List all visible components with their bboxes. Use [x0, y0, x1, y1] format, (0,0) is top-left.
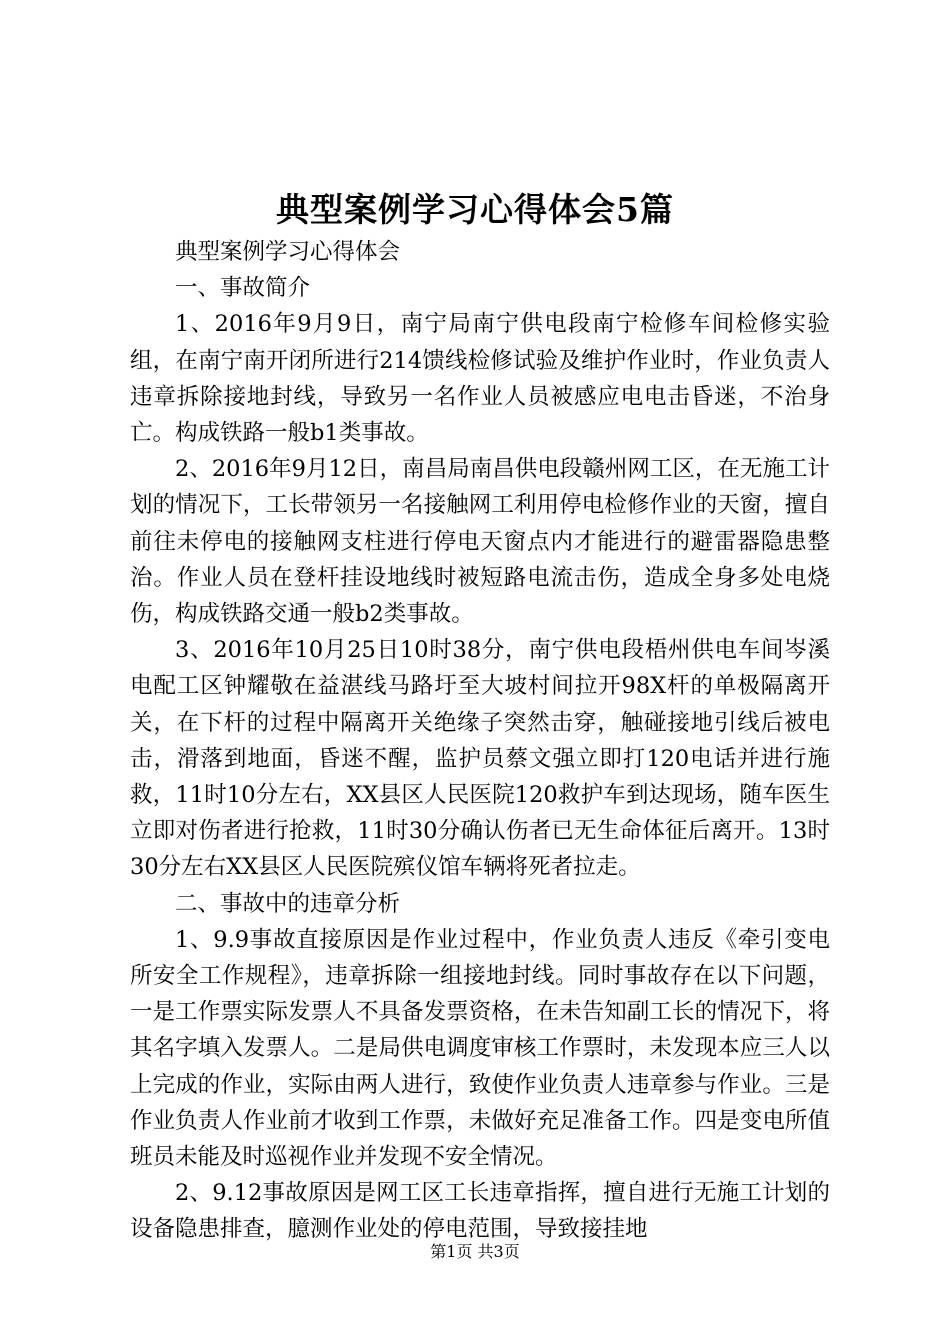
page-number: 第1页 共3页 — [430, 1242, 520, 1261]
body-paragraph: 1、2016年9月9日，南宁局南宁供电段南宁检修车间检修实验组，在南宁南开闭所进行214馈线检修试验及维护作业时，作业负责人违章拆除接地封线，导致另一名作业人员被感应电电击昏迷，不治身亡。构成铁路一般b1类事故。 — [130, 311, 830, 447]
body-paragraph: 1、9.9事故直接原因是作业过程中，作业负责人违反《牵引变电所安全工作规程》，违章拆除一组接地封线。同时事故存在以下问题，一是工作票实际发票人不具备发票资格，在未告知副工长的情况下，将其名字填入发票人。二是局供电调度审核工作票时，未发现本应三人以上完成的作业，实际由两人进行，致使作业负责人违章参与作业。三是作业负责人作业前才收到工作票，未做好充足准备工作。四是变电所值班员未能及时巡视作业并发现不安全情况。 — [130, 926, 830, 1171]
body-paragraph: 3、2016年10月25日10时38分，南宁供电段梧州供电车间岑溪电配工区钟耀敬在益湛线马路圩至大坡村间拉开98X杆的单极隔离开关，在下杆的过程中隔离开关绝缘子突然击穿，触碰接地引线后被电击，滑落到地面，昏迷不醒，监护员蔡文强立即打120电话并进行施救，11时10分左右，XX县区人民医院120救护车到达现场，随车医生立即对伤者进行抢救，11时30分确认伤者已无生命体征后离开。13时30分左右XX县区人民医院殡仪馆车辆将死者拉走。 — [130, 637, 830, 881]
section-heading: 二、事故中的违章分析 — [175, 890, 401, 917]
section-heading: 一、事故简介 — [175, 275, 311, 302]
body-paragraph: 典型案例学习心得体会 — [175, 239, 401, 265]
body-paragraph: 2、2016年9月12日，南昌局南昌供电段赣州网工区，在无施工计划的情况下，工长带领另一名接触网工利用停电检修作业的天窗，擅自前往未停电的接触网支柱进行停电天窗点内才能进行的避雷器隐患整治。作业人员在登杆挂设地线时被短路电流击伤，造成全身多处电烧伤，构成铁路交通一般b2类事故。 — [130, 456, 830, 628]
document-title: 典型案例学习心得体会5篇 — [276, 190, 674, 229]
document-body — [130, 234, 830, 1248]
body-paragraph: 2、9.12事故原因是网工区工长违章指挥，擅自进行无施工计划的设备隐患排查，臆测作业处的停电范围，导致接挂地 — [130, 1180, 830, 1243]
